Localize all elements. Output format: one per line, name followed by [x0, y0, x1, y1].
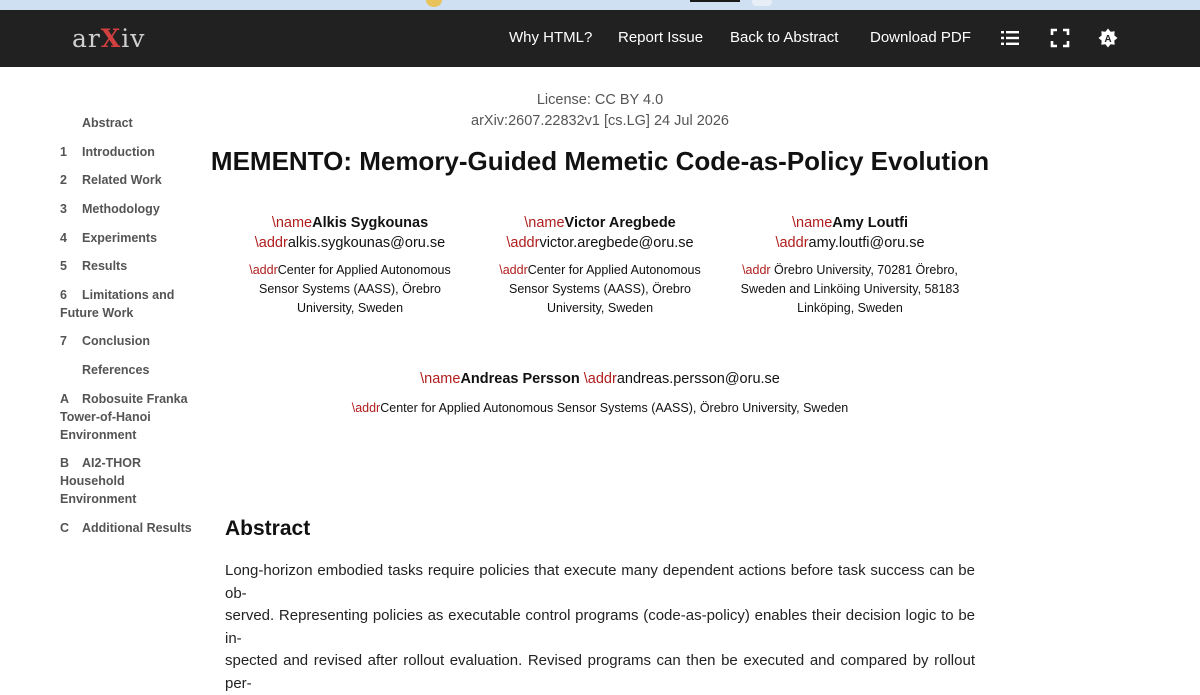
toc-item-appendix-c[interactable]: C Additional Results: [60, 521, 192, 535]
list-icon[interactable]: [1000, 28, 1020, 48]
author-email: \addramy.loutfi@oru.se: [775, 235, 925, 251]
back-to-abstract-link[interactable]: Back to Abstract: [730, 29, 839, 46]
toc-item-abstract[interactable]: Abstract: [82, 116, 133, 130]
toc-item-experiments[interactable]: 4 Experiments: [60, 231, 158, 245]
strip-button[interactable]: [752, 0, 772, 6]
toc-item-conclusion[interactable]: 7 Conclusion: [60, 334, 151, 348]
emoji-icon: [426, 0, 442, 7]
theme-icon[interactable]: [1098, 28, 1118, 48]
svg-text:A: A: [1104, 34, 1112, 45]
toc-item-introduction[interactable]: 1 Introduction: [60, 145, 155, 159]
abstract-text: [225, 560, 975, 695]
abstract-line: Long-horizon embodied tasks require policies that execute many dependent actions before task success can be ob-: [225, 562, 975, 602]
toc-item-references[interactable]: References: [82, 363, 150, 377]
logo-text-pre: ar: [72, 24, 101, 53]
author-block: [480, 213, 720, 318]
logo-text-post: iv: [121, 24, 146, 53]
abstract-line: spected and revised after rollout evaluation. Revised programs can then be executed and compared by rollout per-: [225, 652, 975, 692]
author-name: \nameAmy Loutfi: [791, 215, 909, 231]
author-affiliation: \addrCenter for Applied Autonomous Sensor Systems (AASS), Örebro University, Sweden: [351, 401, 849, 415]
toc-item-related-work[interactable]: 2 Related Work: [60, 173, 162, 187]
author-block: [230, 213, 470, 318]
author-email: \addralkis.sygkounas@oru.se: [254, 235, 446, 251]
browser-top-strip: [0, 0, 1200, 10]
author-affiliation: \addr Örebro University, 70281 Örebro, Sweden and Linköing University, 58183 Linköping, Sweden: [740, 263, 960, 315]
toc-item-appendix-b[interactable]: B AI2-THOR Household Environment: [60, 456, 142, 506]
navbar: [0, 10, 1200, 67]
author-name: \nameVictor Aregbede: [524, 215, 676, 231]
toc-item-appendix-a[interactable]: A Robosuite Franka Tower-of-Hanoi Environment: [60, 392, 188, 442]
abstract-line: served. Representing policies as executable control programs (code-as-policy) enables their decision logic to be in-: [225, 607, 975, 647]
arxiv-id-line: arXiv:2607.22832v1 [cs.LG] 24 Jul 2026: [471, 113, 729, 129]
license-line: License: CC BY 4.0: [536, 92, 664, 108]
author-block: [730, 213, 970, 318]
paper-title: MEMENTO: Memory-Guided Memetic Code-as-Policy Evolution: [210, 146, 990, 176]
arxiv-logo[interactable]: [72, 24, 145, 53]
download-pdf-link[interactable]: Download PDF: [870, 29, 971, 46]
why-html-link[interactable]: Why HTML?: [509, 29, 593, 46]
toc-item-limitations[interactable]: 6 Limitations and Future Work: [60, 288, 175, 320]
toc-item-results[interactable]: 5 Results: [60, 259, 128, 273]
abstract-heading: Abstract: [225, 517, 311, 540]
author-block-4: \nameAndreas Persson \addrandreas.persson@oru.se: [420, 371, 780, 387]
author-name: \nameAlkis Sygkounas: [271, 215, 429, 231]
author-name: Andreas Persson: [460, 371, 580, 387]
underline-link[interactable]: [690, 0, 740, 2]
report-issue-link[interactable]: Report Issue: [618, 29, 704, 46]
author-affiliation: \addrCenter for Applied Autonomous Sensor Systems (AASS), Örebro University, Sweden: [499, 263, 701, 315]
fullscreen-icon[interactable]: [1050, 28, 1070, 48]
author-email: andreas.persson@oru.se: [616, 371, 780, 387]
author-affiliation: \addrCenter for Applied Autonomous Sensor Systems (AASS), Örebro University, Sweden: [249, 263, 451, 315]
toc-item-methodology[interactable]: 3 Methodology: [60, 202, 160, 216]
author-email: \addrvictor.aregbede@oru.se: [506, 235, 694, 251]
logo-text-x: X: [100, 24, 122, 53]
